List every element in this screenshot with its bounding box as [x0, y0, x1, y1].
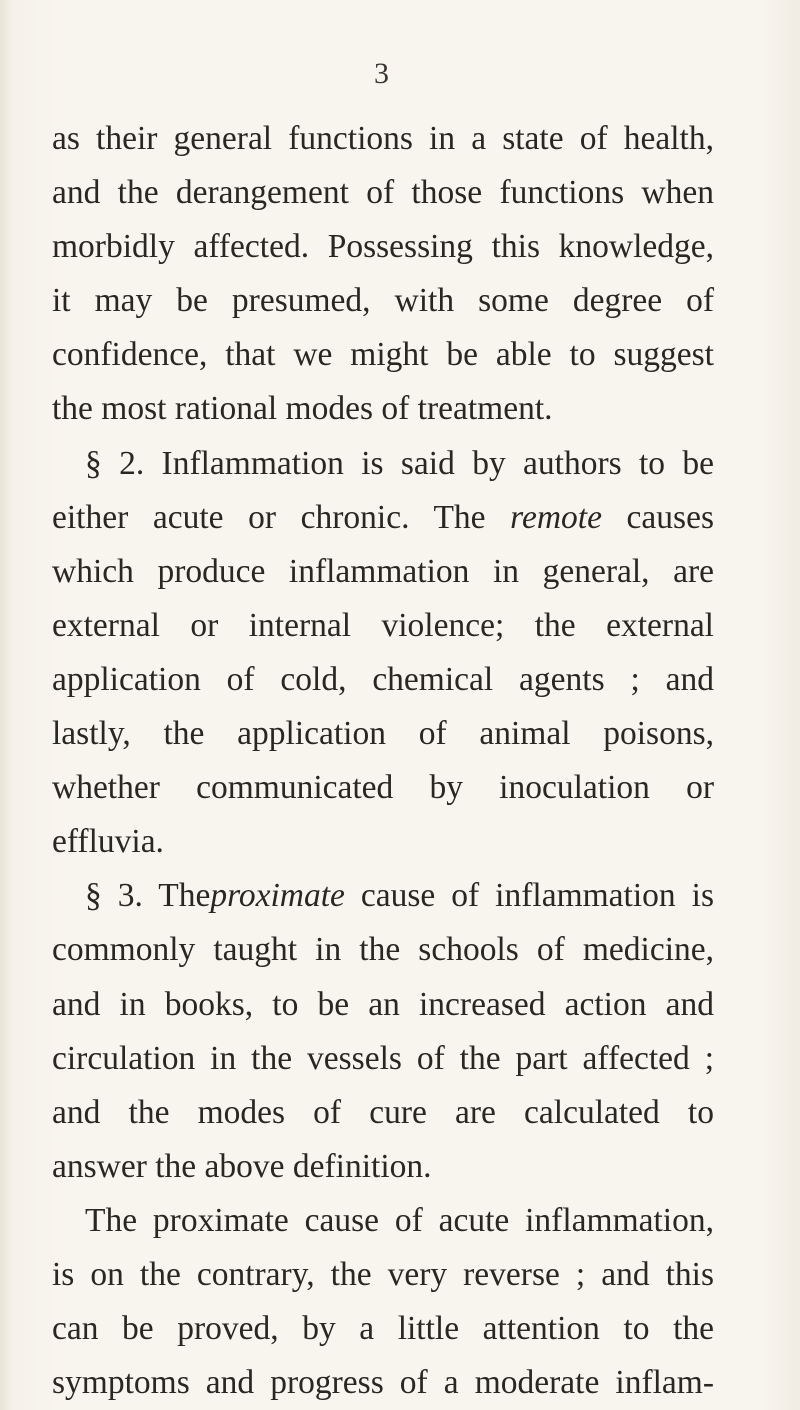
italic-word-proximate: proximate: [210, 877, 345, 915]
text-line: morbidly affected. Possessing this knowledge,: [52, 228, 714, 266]
text-line-section-2: [52, 437, 714, 491]
text-run: either acute or chronic. The: [52, 498, 511, 536]
text-line: [52, 491, 714, 545]
text-line: as their general functions in a state of health,: [52, 120, 714, 157]
text-line: answer the above definition.: [52, 1147, 432, 1185]
text-line: application of cold, chemical agents ; and: [52, 660, 714, 698]
text-line: symptoms and progress of a moderate inflam-: [52, 1364, 714, 1402]
text-line-section-3: [52, 869, 714, 923]
italic-word-remote: remote: [510, 498, 602, 536]
text-run: cause of inflammation is: [344, 877, 714, 915]
text-line: lastly, the application of animal poisons,: [52, 715, 714, 753]
text-line: is on the contrary, the very reverse ; and this: [52, 1255, 714, 1293]
text-line: effluvia.: [52, 823, 164, 861]
text-line: and in books, to be an increased action and: [52, 985, 714, 1023]
text-line: commonly taught in the schools of medicine,: [52, 931, 714, 969]
body-text: [52, 112, 714, 1410]
text-line: can be proved, by a little attention to the: [52, 1310, 714, 1348]
text-line: circulation in the vessels of the part affected ;: [52, 1039, 714, 1077]
text-line: confidence, that we might be able to suggest: [52, 336, 714, 374]
text-line: the most rational modes of treatment.: [52, 390, 553, 428]
text-line: it may be presumed, with some degree of: [52, 282, 714, 320]
text-line: whether communicated by inoculation or: [52, 769, 714, 807]
page-number: 3: [374, 57, 389, 90]
text-run: causes: [601, 498, 714, 536]
text-line: external or internal violence; the external: [52, 606, 714, 644]
text-line: and the modes of cure are calculated to: [52, 1093, 714, 1131]
text-run: § 3. The: [85, 877, 211, 915]
text-line-paragraph: The proximate cause of acute inflammation,: [85, 1201, 714, 1239]
text-line: which produce inflammation in general, are: [52, 552, 714, 590]
text-run: § 2. Inflammation is said by authors to be: [85, 444, 714, 482]
text-line: and the derangement of those functions when: [52, 174, 714, 212]
